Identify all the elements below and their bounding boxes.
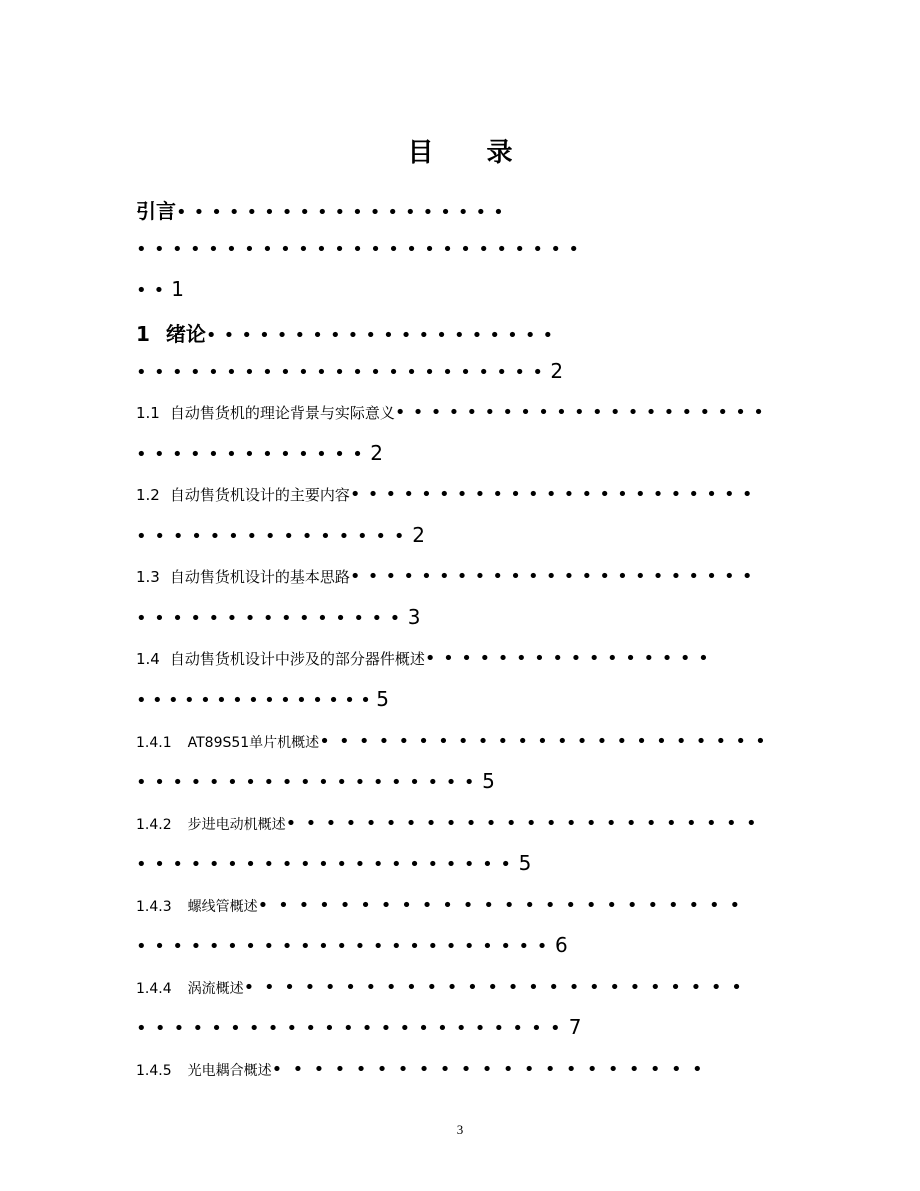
toc-leader-dots: ••••••••••••• <box>136 444 371 465</box>
toc-entry-section-1-2[interactable] <box>136 484 760 505</box>
toc-entry-number: 1.4.3 <box>136 899 172 915</box>
toc-entry-section-1-4-2[interactable] <box>136 813 766 834</box>
toc-entry-label: 自动售货机设计的基本思路 <box>169 568 350 586</box>
toc-entry-section-1-4-3-continuation <box>136 933 568 957</box>
toc-entry-number: 1.4.1 <box>136 735 172 751</box>
toc-title: 目 录 <box>407 138 535 168</box>
toc-entry-section-1-1[interactable] <box>136 402 771 423</box>
toc-entry-section-1-4-5[interactable] <box>136 1059 713 1080</box>
toc-leader-dots: ••••••••••••••••••••••• <box>136 362 551 383</box>
toc-leader-dots: ••••••••••••••••••• <box>136 772 483 793</box>
toc-entry-chapter-1-continuation <box>136 359 563 383</box>
toc-entry-section-1-3-continuation <box>136 605 421 629</box>
toc-leader-dots: ••••••••••••••• <box>136 690 377 711</box>
toc-entry-number: 1.4.4 <box>136 981 172 997</box>
toc-leader-dots: ••••••••••••••••••••••• <box>136 936 555 957</box>
toc-page-number: 2 <box>550 359 564 383</box>
toc-entry-label: AT89S51单片机概述 <box>187 735 320 751</box>
toc-leader-dots: •••••••••••••••••••• <box>205 325 561 346</box>
toc-leader-dots: ••••••••••••••• <box>136 608 408 629</box>
toc-entry-label: 绪论 <box>165 322 206 346</box>
toc-page-number: 3 <box>407 605 421 629</box>
toc-leader-dots: ••••••••••••••••••••••• <box>319 731 775 752</box>
toc-leader-dots: ••••••••••••••••••••• <box>136 854 519 875</box>
toc-page-number: 2 <box>412 523 425 547</box>
toc-page-number: 5 <box>376 687 389 711</box>
toc-entry-intro-page-line <box>136 277 184 301</box>
toc-leader-dots: ••••••••••••••••••••• <box>394 402 772 423</box>
toc-leader-dots: ••••••••••••••••••• <box>176 202 511 223</box>
toc-leader-dots: ••••••••••••••••••••• <box>271 1059 713 1080</box>
toc-leader-dots: ••••••••••••••••••••••••• <box>136 239 587 260</box>
toc-entry-label: 引言 <box>136 199 176 223</box>
toc-leader-dots: •••••••••••••••••••••••• <box>257 895 751 916</box>
toc-entry-section-1-4-4[interactable] <box>136 977 752 998</box>
toc-entry-chapter-1[interactable] <box>136 318 560 347</box>
toc-page-number: 5 <box>518 851 532 875</box>
toc-entry-number: 1.4.2 <box>136 817 172 833</box>
toc-entry-section-1-1-continuation <box>136 441 383 465</box>
toc-entry-label: 自动售货机的理论背景与实际意义 <box>169 404 395 422</box>
toc-entry-label: 螺线管概述 <box>187 899 258 915</box>
toc-entry-number: 1.2 <box>136 486 160 504</box>
toc-entry-label: 涡流概述 <box>187 981 244 997</box>
toc-entry-number: 1.3 <box>136 568 160 586</box>
toc-entry-section-1-3[interactable] <box>136 566 760 587</box>
toc-page-number: 1 <box>171 277 184 301</box>
toc-entry-section-1-4-2-continuation <box>136 851 531 875</box>
toc-entry-section-1-4-4-continuation <box>136 1015 582 1039</box>
toc-entry-label: 光电耦合概述 <box>187 1063 272 1079</box>
toc-entry-label: 自动售货机设计的主要内容 <box>169 486 350 504</box>
toc-leader-dots: ••••••••••••••••••••••• <box>136 1018 569 1039</box>
toc-entry-section-1-4-continuation <box>136 687 389 711</box>
toc-leader-dots: •••••••••••••••••••••••• <box>285 813 767 834</box>
toc-page-number: 5 <box>482 769 495 793</box>
toc-entry-number: 1.1 <box>136 404 160 422</box>
toc-entry-intro[interactable] <box>136 195 511 224</box>
toc-leader-dots: •• <box>136 280 172 301</box>
toc-page-number: 7 <box>568 1015 582 1039</box>
toc-entry-section-1-4-1[interactable] <box>136 731 775 752</box>
toc-entry-section-1-4-3[interactable] <box>136 895 750 916</box>
toc-leader-dots: ••••••••••••••• <box>136 526 413 547</box>
toc-entry-number: 1 <box>136 322 150 346</box>
page-number-footer: 3 <box>456 1122 464 1137</box>
toc-page-number: 2 <box>370 441 383 465</box>
toc-leader-dots: ••••••••••••••••••••••••• <box>243 977 752 998</box>
toc-leader-dots: ••••••••••••••••••••••• <box>349 566 760 587</box>
toc-entry-label: 自动售货机设计中涉及的部分器件概述 <box>169 650 425 668</box>
toc-entry-section-1-2-continuation <box>136 523 425 547</box>
toc-entry-intro-continuation <box>136 236 586 260</box>
toc-entry-label: 步进电动机概述 <box>187 817 286 833</box>
toc-page-number: 6 <box>555 933 568 957</box>
toc-leader-dots: ••••••••••••••••••••••• <box>349 484 760 505</box>
toc-entry-section-1-4[interactable] <box>136 648 716 669</box>
toc-entry-section-1-4-1-continuation <box>136 769 495 793</box>
toc-entry-number: 1.4 <box>136 650 160 668</box>
toc-leader-dots: •••••••••••••••• <box>424 648 717 669</box>
toc-entry-number: 1.4.5 <box>136 1063 172 1079</box>
